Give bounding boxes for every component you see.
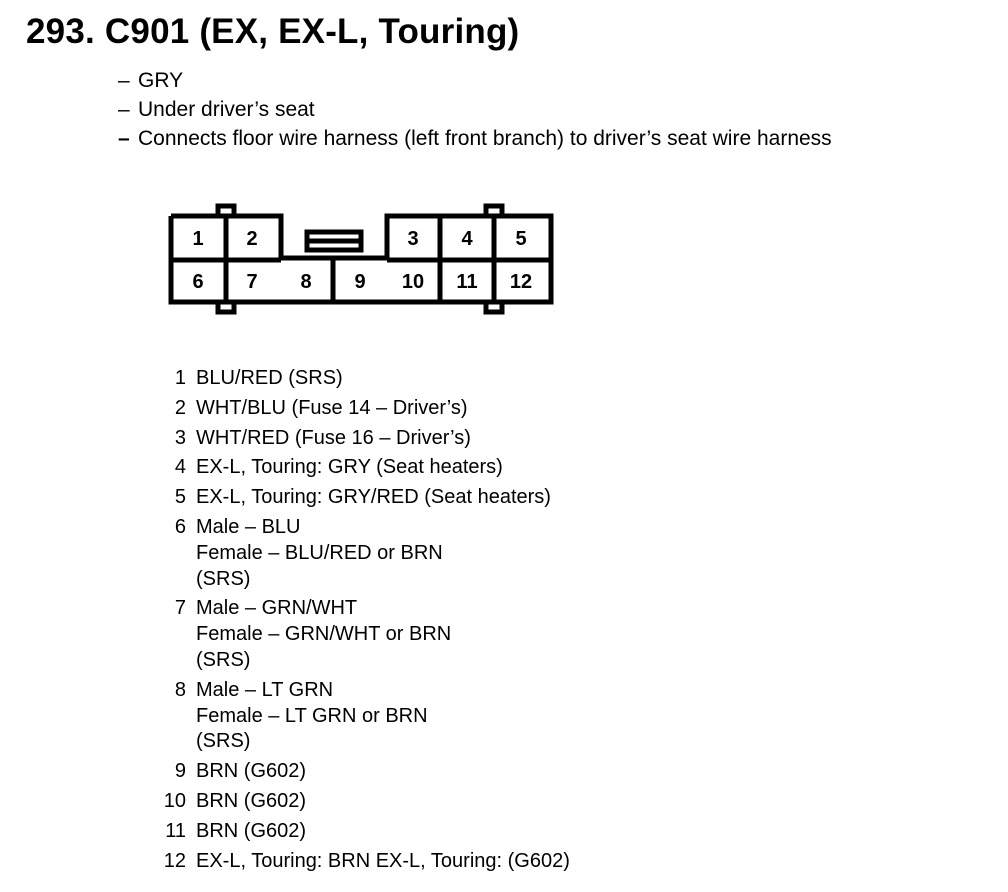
pin-wire-text: (SRS) — [196, 648, 251, 671]
pin-number: 8 — [174, 678, 186, 701]
pin-row-2 — [152, 396, 570, 422]
pin-row-9 — [152, 759, 570, 785]
pin-row-3 — [152, 426, 570, 452]
pin-label-9: 9 — [354, 271, 366, 293]
pin-wire-text: EX-L, Touring: GRY (Seat heaters) — [196, 456, 503, 479]
detail-location: – Under driver’s seat — [118, 98, 315, 121]
pin-number: 9 — [174, 760, 186, 783]
pin-number: 7 — [174, 597, 186, 620]
pin-label-3: 3 — [407, 228, 419, 250]
pin-number: 10 — [163, 789, 186, 812]
pin-wire-text: WHT/BLU (Fuse 14 – Driver’s) — [196, 396, 468, 419]
pin-wire-text: Male – LT GRN — [196, 678, 334, 701]
pin-label-10: 10 — [401, 271, 425, 293]
pin-number: 5 — [174, 486, 186, 509]
pin-wire-text: BLU/RED (SRS) — [196, 367, 343, 389]
pin-row-1 — [152, 366, 570, 392]
pin-number: 11 — [165, 819, 186, 842]
pin-wire-text: EX-L, Touring: BRN EX-L, Touring: (G602) — [196, 849, 570, 872]
pin-row-8 — [152, 678, 570, 755]
pin-wire-text: BRN (G602) — [196, 819, 307, 842]
section-number: 293. — [26, 12, 95, 51]
pin-wire-text: Female – BLU/RED or BRN — [196, 541, 443, 564]
pin-number: 1 — [174, 367, 186, 389]
pin-wire-text: Female – LT GRN or BRN — [196, 704, 428, 727]
pin-number: 2 — [174, 396, 186, 419]
connector-name: C901 (EX, EX-L, Touring) — [104, 12, 520, 51]
pin-label-4: 4 — [461, 228, 473, 250]
pin-label-8: 8 — [300, 271, 312, 293]
pin-label-6: 6 — [192, 271, 204, 293]
pin-label-11: 11 — [456, 271, 478, 293]
pin-row-6 — [152, 515, 570, 592]
pin-row-5 — [152, 485, 570, 511]
pin-label-12: 12 — [509, 271, 533, 293]
pin-number: 12 — [163, 849, 186, 872]
pin-wire-text: BRN (G602) — [196, 789, 307, 812]
pin-label-1: 1 — [192, 228, 204, 250]
pin-wire-text: (SRS) — [196, 730, 251, 753]
pin-wire-text: EX-L, Touring: GRY/RED (Seat heaters) — [196, 486, 551, 509]
pin-wire-text: Female – GRN/WHT or BRN — [196, 623, 452, 646]
pin-list — [152, 366, 570, 878]
pin-row-4 — [152, 455, 570, 481]
pin-row-12 — [152, 849, 570, 875]
pin-number: 4 — [174, 456, 186, 479]
pin-label-2: 2 — [246, 228, 258, 250]
pin-wire-text: WHT/RED (Fuse 16 – Driver’s) — [196, 426, 471, 449]
pin-row-11 — [152, 819, 570, 845]
pin-number: 3 — [174, 426, 186, 449]
pin-row-7 — [152, 596, 570, 673]
pin-label-5: 5 — [515, 228, 527, 250]
pin-wire-text: BRN (G602) — [196, 760, 307, 783]
pin-wire-text: Male – BLU — [196, 515, 301, 538]
pin-row-10 — [152, 789, 570, 815]
detail-connection: – Connects floor wire harness (left front branch) to driver’s seat wire harness — [118, 127, 832, 150]
connector-diagram — [0, 0, 1008, 360]
pin-label-7: 7 — [246, 271, 258, 293]
pin-wire-text: (SRS) — [196, 567, 251, 590]
detail-color: – GRY — [118, 69, 184, 92]
pin-number: 6 — [174, 515, 186, 538]
pin-wire-text: Male – GRN/WHT — [196, 597, 358, 620]
